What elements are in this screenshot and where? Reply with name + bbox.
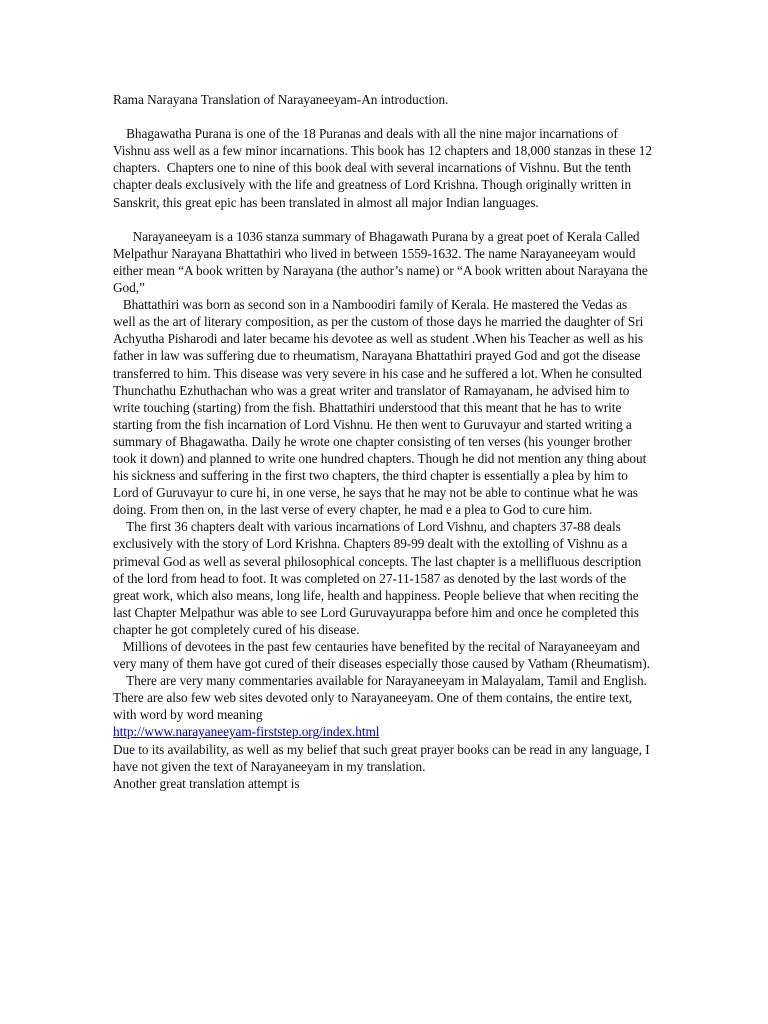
paragraph-availability: Due to its availability, as well as my belief that such great prayer books can be read in any language, I have not given the text of Narayaneeyam in my translation.: [113, 741, 650, 774]
paragraph-another-translation: Another great translation attempt is: [113, 775, 300, 791]
paragraph-chapters: The first 36 chapters dealt with various incarnations of Lord Vishnu, and chapters 37-88 deals exclusively with the story of Lord Krishna. Chapters 89-99 dealt with the extolling of Vishnu as a primeval God as well as several philosophical concepts. The last chapter is a mellifluous description of the lord from head to foot. It was completed on 27-11-1587 as denoted by the last words of the great work, which also means, long life, health and happiness. People believe that when reciting the last Chapter Melpathur was able to see Lord Guruvayurappa before him and once he completed this chapter he got completely cured of his disease.: [113, 519, 645, 637]
paragraph-narayaneeyam: Narayaneeyam is a 1036 stanza summary of Bhagawath Purana by a great poet of Kerala Called Melpathur Narayana Bhattathiri who lived in between 1559-1632. The name Narayaneeyam would either mean “A book written by Narayana (the author’s name) or “A book written about Narayana the God,”: [113, 228, 651, 296]
paragraph-commentaries: There are very many commentaries available for Narayaneeyam in Malayalam, Tamil and English. There are also few web sites devoted only to Narayaneeyam. One of them contains, the entire text, with word by word meaning: [113, 673, 650, 723]
paragraph-bhattathiri: Bhattathiri was born as second son in a Namboodiri family of Kerala. He mastered the Vedas as well as the art of literary composition, as per the custom of those days he married the daughter of Sri Achyutha Pisharodi and later became his devotee as well as student .When his Teacher as well as his father in law was suffering due to rheumatism, Narayana Bhattathiri prayed God and got the disease transferred to him. This disease was very severe in his case and he suffered a lot. When he consulted Thunchathu Ezhuthachan who was a great writer and translator of Ramayanam, he advised him to write touching (starting) from the fish. Bhattathiri understood that this meant that he has to write starting from the fish incarnation of Lord Vishnu. He then went to Guruvayur and started writing a summary of Bhagawatha. Daily he wrote one chapter consisting of ten verses (his younger brother took it down) and planned to write one hundred chapters. Though he did not mention any thing about his sickness and suffering in the first two chapters, the third chapter is essentially a plea by him to Lord of Guruvayur to cure hi, in one verse, he says that he may not be able to continue what he was doing. From then on, in the last verse of every chapter, he mad e a plea to God to cure him.: [113, 297, 650, 518]
paragraph-bhagawatha: Bhagawatha Purana is one of the 18 Puranas and deals with all the nine major incarnations of Vishnu ass well as a few minor incarnations. This book has 12 chapters and 18,000 stanzas in these 12 chapters. Chapters one to nine of this book deal with several incarnations of Vishnu. But the tenth chapter deals exclusively with the life and greatness of Lord Krishna. Though originally written in Sanskrit, this great epic has been translated in almost all major Indian languages.: [113, 126, 656, 210]
paragraph-gap: [113, 211, 653, 228]
document-title: Rama Narayana Translation of Narayaneeyam-An introduction.: [113, 92, 449, 107]
document-body: [113, 91, 656, 792]
paragraph-devotees: Millions of devotees in the past few centauries have benefited by the recital of Narayaneeyam and very many of them have got cured of their diseases especially those caused by Vatham (Rheumatism).: [113, 639, 650, 672]
narayaneeyam-website-link[interactable]: http://www.narayaneeyam-firststep.org/index.html: [113, 724, 380, 740]
